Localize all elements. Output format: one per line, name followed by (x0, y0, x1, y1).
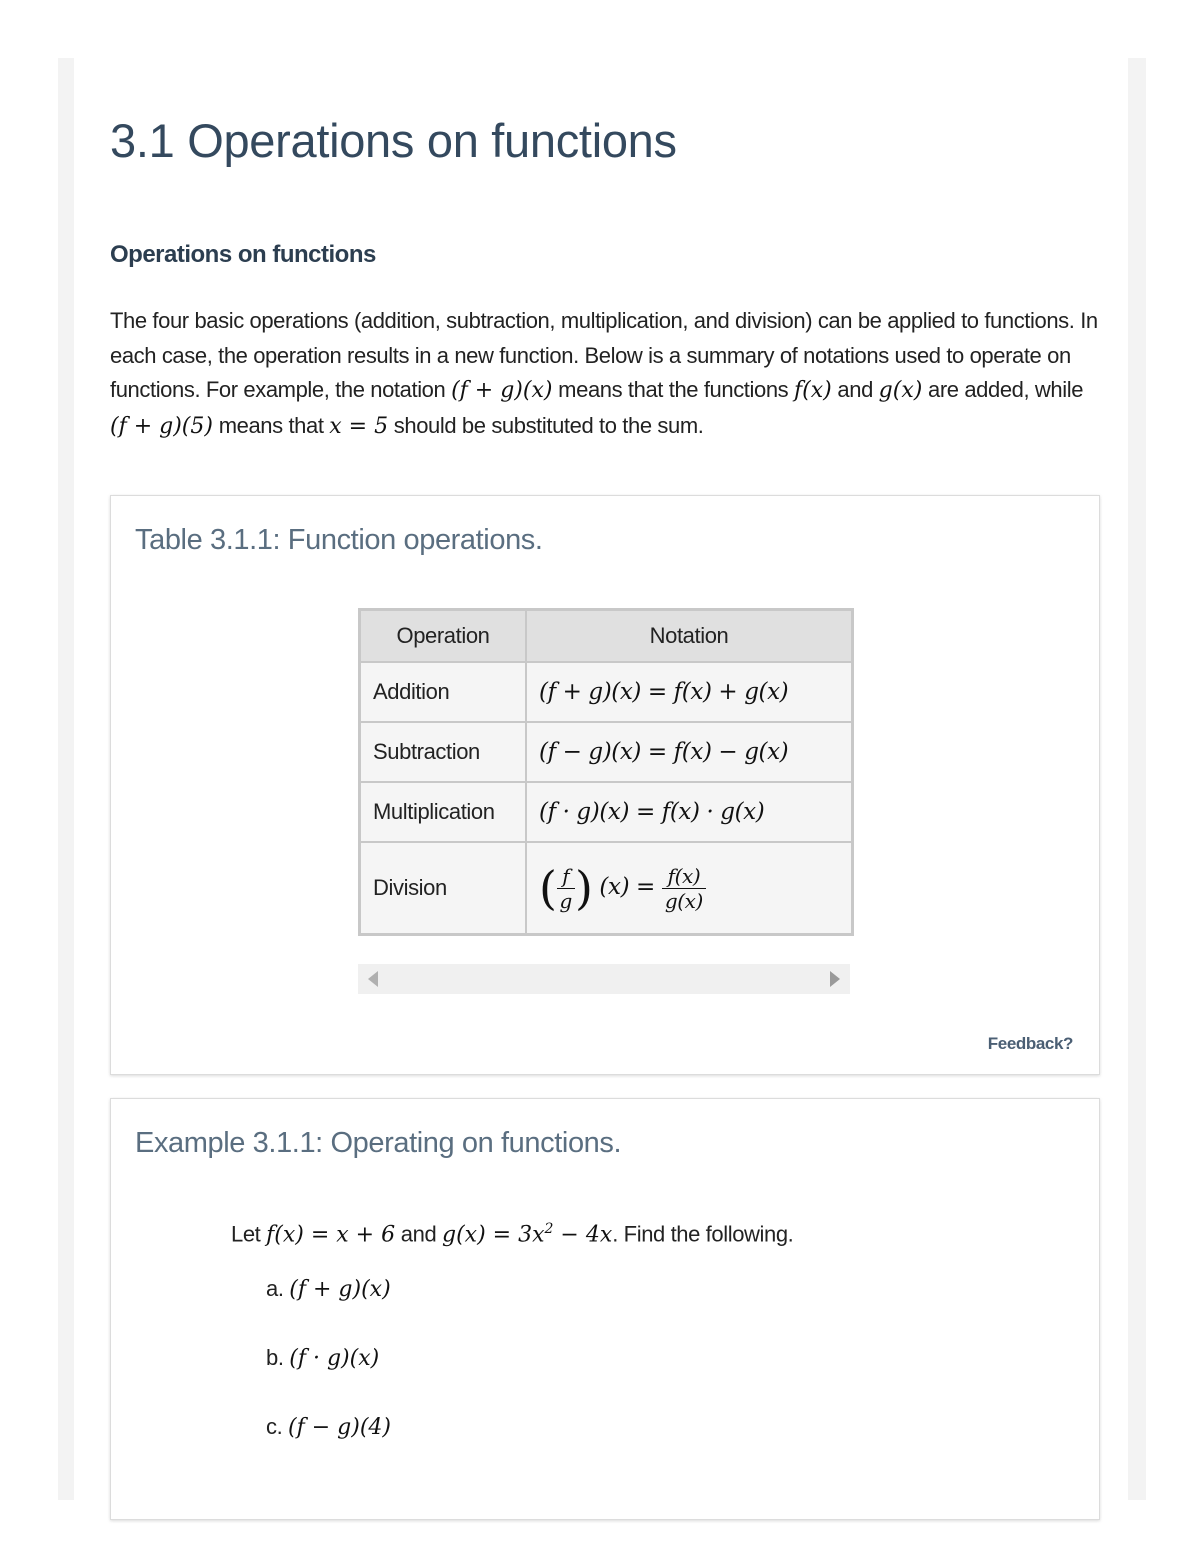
left-margin-bar (58, 58, 74, 1500)
notation-cell: (f + g)(x) = f(x) + g(x) (526, 662, 853, 722)
prompt-text: . Find the following. (612, 1221, 794, 1247)
fraction-numerator: f (557, 864, 575, 889)
intro-text: means that (212, 412, 330, 438)
notation-cell: (f · g)(x) = f(x) · g(x) (526, 782, 853, 842)
scroll-right-arrow-icon[interactable] (830, 971, 840, 987)
table-row (360, 782, 853, 842)
math-expr: (x) = (599, 874, 655, 900)
table-row (360, 662, 853, 722)
part-label: b. (266, 1345, 290, 1371)
math-expr: − 4x (553, 1222, 613, 1248)
intro-text: The four basic operations (addition, subtraction, multiplication, and division) can be applied to functions. In each case, the operation results in a new function. Below is a summary of notations used to operate on functions. For example, the notation (110, 308, 1098, 402)
table-box (110, 495, 1100, 1075)
operations-table (358, 608, 854, 936)
math-expr: (f + g)(5) (110, 413, 213, 439)
prompt-text: and (395, 1221, 443, 1247)
math-fraction (662, 864, 706, 913)
fraction-denominator: g (559, 888, 572, 913)
math-expr: f(x) (794, 378, 832, 403)
example-title: Example 3.1.1: Operating on functions. (135, 1127, 622, 1159)
table-title: Table 3.1.1: Function operations. (135, 524, 543, 556)
intro-paragraph (110, 304, 1100, 444)
table-row (360, 722, 853, 782)
math-paren: ( (539, 861, 557, 915)
table-header-row (360, 610, 853, 663)
fraction-denominator: g(x) (664, 888, 703, 913)
intro-text: means that the functions (552, 377, 794, 402)
example-parts-list (266, 1269, 793, 1476)
math-expr: g(x) (878, 378, 923, 403)
table-row (360, 842, 853, 935)
math-expr: g(x) = 3x (442, 1222, 545, 1248)
math-expr: x = 5 (329, 413, 389, 439)
intro-text: should be substituted to the sum. (388, 412, 704, 438)
math-expr: f(x) = x + 6 (266, 1222, 396, 1248)
list-item (266, 1407, 793, 1476)
operation-cell: Multiplication (360, 782, 527, 842)
notation-cell (526, 842, 853, 935)
feedback-link[interactable]: Feedback? (987, 1034, 1073, 1053)
part-label: c. (266, 1414, 289, 1440)
operation-cell: Division (360, 842, 527, 935)
notation-cell: (f − g)(x) = f(x) − g(x) (526, 722, 853, 782)
main-content (110, 110, 1100, 444)
operation-cell: Addition (360, 662, 527, 722)
example-prompt (231, 1209, 793, 1255)
prompt-text: Let (231, 1221, 267, 1247)
list-item (266, 1269, 793, 1338)
horizontal-scrollbar[interactable] (358, 964, 850, 994)
math-exponent: 2 (544, 1221, 554, 1237)
math-expr: (f − g)(4) (288, 1415, 392, 1441)
example-box (110, 1098, 1100, 1520)
intro-text: are added, while (922, 377, 1084, 402)
section-heading: Operations on functions (110, 241, 376, 268)
list-item (266, 1338, 793, 1407)
math-fraction (557, 864, 575, 913)
page-title: 3.1 Operations on functions (110, 114, 677, 167)
intro-text: and (831, 377, 879, 402)
column-header-notation: Notation (526, 610, 853, 663)
example-body (231, 1209, 793, 1476)
fraction-numerator: f(x) (662, 864, 706, 889)
math-expr: (f + g)(x) (451, 378, 553, 403)
math-expr: (f · g)(x) (289, 1346, 380, 1372)
scroll-left-arrow-icon[interactable] (368, 971, 378, 987)
operation-cell: Subtraction (360, 722, 527, 782)
right-margin-bar (1128, 58, 1146, 1500)
part-label: a. (266, 1276, 290, 1302)
math-paren: ) (574, 861, 593, 915)
math-expr: (f + g)(x) (289, 1277, 391, 1303)
column-header-operation: Operation (360, 610, 527, 663)
